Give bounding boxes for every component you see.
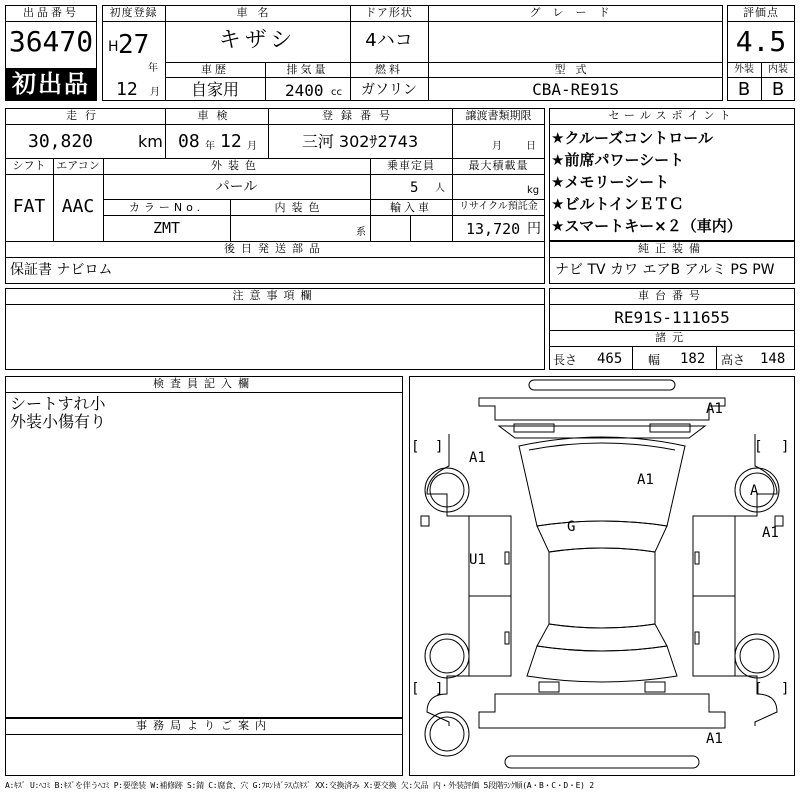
first-reg-year: 27 (118, 30, 150, 60)
mark-roof: G (567, 519, 576, 535)
car-name: キザシ (218, 28, 297, 53)
aircon-label: エアコン (56, 159, 100, 172)
inspector-label: 検査員記入欄 (153, 377, 255, 390)
mark-front-left-fender: A1 (469, 450, 486, 466)
capacity-unit: 人 (435, 183, 445, 194)
score-value: 4.5 (735, 25, 787, 58)
height-value: 148 (760, 351, 786, 367)
displacement-label: 排気量 (286, 63, 329, 76)
transfer-label: 譲渡書類期限 (465, 109, 532, 122)
recycle-value: 13,720 (466, 220, 521, 238)
recycle-unit: 円 (527, 221, 541, 237)
interior-grade: B (771, 79, 785, 100)
first-listing-text: 初出品 (12, 70, 90, 98)
fuel-label: 燃料 (375, 63, 403, 76)
color-no-label: カラーNo. (128, 201, 205, 214)
registration-label: 登録番号 (322, 109, 398, 122)
inspection-month-unit: 月 (247, 141, 257, 152)
inspection-label: 車検 (197, 109, 236, 122)
history-label: 車歴 (201, 63, 229, 76)
grade-label: グレード (529, 6, 622, 19)
ext-color-value: パール (215, 179, 258, 195)
sales-point-item: ★クルーズコントロール (551, 129, 713, 147)
mark-right-front-door: A1 (762, 525, 779, 541)
mileage-label: 走行 (66, 109, 104, 122)
first-reg-month: 12 (116, 79, 138, 100)
bracket-open-right-rear: [ (756, 681, 762, 697)
later-parts-value: 保証書 ナビロム (10, 262, 113, 278)
sales-point-item: ★前席パワーシート (551, 151, 685, 169)
score-label: 評価点 (743, 6, 779, 19)
sales-point-item: ★スマートキー×２（車内） (551, 217, 742, 235)
length-value: 465 (597, 351, 623, 367)
inspection-month: 12 (220, 131, 242, 152)
lot-label: 出品番号 (23, 6, 79, 19)
equipment-value: ナビ TV カワ エアB アルミ PS PW (555, 262, 775, 278)
history-value: 自家用 (190, 80, 239, 99)
interior-label: 内装 (768, 64, 788, 75)
bracket-close-right-rear: ] (782, 681, 788, 697)
bracket-close-right: ] (782, 439, 788, 455)
chassis-label: 車台番号 (638, 289, 706, 302)
mileage-value: 30,820 (28, 131, 94, 152)
color-no-value: ZMT (152, 219, 181, 237)
length-label: 長さ (553, 353, 578, 367)
bracket-open-right: [ (756, 439, 762, 455)
inspector-line: シートすれ小 (10, 394, 106, 413)
recycle-label: リサイクル預託金 (459, 201, 538, 212)
int-color-unit: 系 (356, 227, 366, 238)
registration-value: 三河 302ｻ2743 (301, 132, 419, 151)
inspection-year: 08 (178, 131, 200, 152)
car-diagram (409, 376, 795, 776)
bracket-close-left: ] (436, 439, 442, 455)
bracket-open-left: [ (413, 439, 419, 455)
chassis-value: RE91S-111655 (614, 308, 730, 327)
model-label: 型式 (554, 63, 597, 76)
displacement-value: 2400 (285, 81, 324, 100)
sales-points-label: セールスポイント (608, 109, 736, 122)
sales-point-item: ★メモリーシート (551, 173, 670, 191)
import-label: 輸入車 (390, 201, 432, 214)
load-unit: kg (527, 185, 540, 196)
width-label: 幅 (648, 353, 661, 367)
mark-right-front-wheel: A (750, 483, 759, 499)
capacity-value: 5 (410, 180, 419, 196)
sales-point-item: ★ビルトインＥＴＣ (551, 195, 684, 213)
shift-label: シフト (12, 159, 46, 172)
bracket-open-left-rear: [ (413, 681, 419, 697)
inspector-line: 外装小傷有り (10, 412, 107, 431)
mileage-unit: km (138, 132, 163, 151)
mark-left-rear-door: U1 (469, 552, 486, 568)
car-name-label: 車名 (236, 6, 279, 19)
later-parts-label: 後日発送部品 (224, 242, 326, 255)
dims-label: 諸元 (655, 331, 689, 344)
notes-label: 注意事項欄 (232, 289, 318, 302)
first-reg-label: 初度登録 (109, 6, 158, 19)
model-value: CBA-RE91S (532, 80, 619, 99)
month-unit: 月 (150, 87, 160, 98)
era: H (108, 39, 119, 55)
shift-value: FAT (12, 196, 46, 217)
bracket-close-left-rear: ] (436, 681, 442, 697)
aircon-value: AAC (61, 196, 95, 217)
height-label: 高さ (721, 353, 746, 367)
int-color-label: 内装色 (274, 201, 326, 214)
lot-number: 36470 (8, 25, 94, 58)
mark-rear-bumper: A1 (706, 731, 723, 747)
legend-text: A:ｷｽﾞ U:ﾍｺﾐ B:ｷｽﾞを伴うﾍｺﾐ P:要塗装 W:補修跡 S:錆 C:腐食、穴 G:ﾌﾛﾝﾄｶﾞﾗｽ点ｷｽﾞ XX:交換済み X:要交換 欠:欠品 内・外装評価 5段階ﾗﾝｸ順(A・B・C・D・E) 2 (5, 781, 594, 790)
displacement-unit: cc (331, 87, 342, 98)
mark-front-bumper: A1 (706, 401, 723, 417)
fuel-value: ガソリン (361, 82, 417, 98)
mark-hood: A1 (637, 472, 654, 488)
transfer-day-unit: 日 (526, 141, 536, 152)
exterior-grade: B (737, 79, 751, 100)
office-label: 事務局よりご案内 (136, 719, 272, 732)
door-label: ドア形状 (365, 6, 413, 19)
transfer-month-unit: 月 (492, 141, 502, 152)
capacity-label: 乗車定員 (387, 159, 435, 172)
year-unit: 年 (148, 63, 158, 74)
exterior-label: 外装 (734, 64, 754, 75)
door-type: 4ハコ (365, 30, 413, 51)
ext-color-label: 外装色 (211, 159, 262, 172)
load-label: 最大積載量 (468, 159, 529, 172)
equipment-label: 純正装備 (638, 242, 706, 255)
width-value: 182 (680, 351, 706, 367)
inspection-year-unit: 年 (205, 141, 215, 152)
